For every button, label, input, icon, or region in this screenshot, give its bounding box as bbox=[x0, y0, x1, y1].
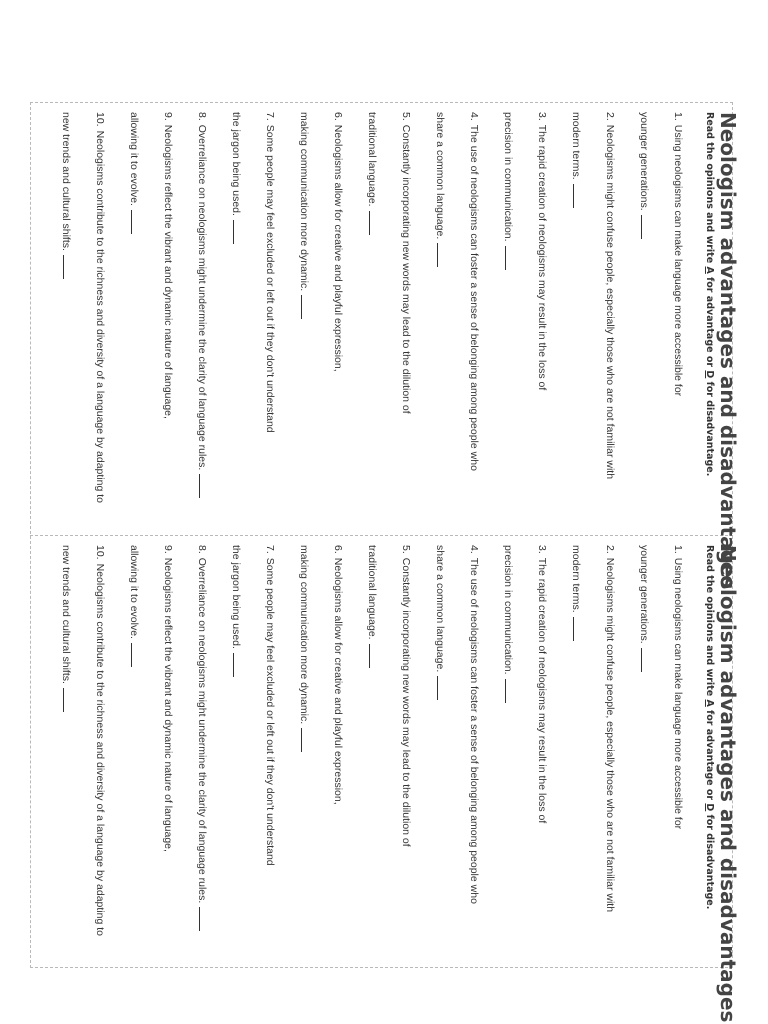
opinion-item bbox=[389, 112, 423, 522]
opinion-item-continued bbox=[287, 112, 321, 522]
opinion-item bbox=[593, 112, 627, 522]
opinion-text: Neologisms contribute to the richness and diversity of a language by adapting to bbox=[94, 130, 106, 504]
opinion-item bbox=[525, 112, 559, 522]
opinion-text: new trends and cultural shifts. bbox=[60, 545, 72, 684]
opinion-item-continued bbox=[355, 545, 389, 955]
answer-blank[interactable] bbox=[199, 907, 210, 931]
opinion-number: 4. bbox=[468, 545, 480, 554]
answer-blank[interactable] bbox=[369, 211, 380, 235]
opinion-text: younger generations. bbox=[638, 112, 650, 211]
opinion-text: precision in communication. bbox=[502, 112, 514, 242]
opinion-number: 5. bbox=[400, 545, 412, 554]
opinion-text: allowing it to evolve. bbox=[128, 112, 140, 206]
opinion-number: 2. bbox=[604, 112, 616, 121]
opinion-text: younger generations. bbox=[638, 545, 650, 644]
answer-blank[interactable] bbox=[131, 210, 142, 234]
answer-blank[interactable] bbox=[641, 648, 652, 672]
opinion-number: 10. bbox=[94, 112, 106, 127]
opinion-text: Neologisms reflect the vibrant and dynamic nature of language, bbox=[162, 557, 174, 852]
opinion-text: making communication more dynamic. bbox=[298, 112, 310, 292]
opinion-item-continued bbox=[49, 545, 83, 955]
worksheet-instructions: Read the opinions and write A for advantage or D for disadvantage. bbox=[704, 112, 715, 477]
opinion-item bbox=[253, 545, 287, 955]
opinion-text: traditional language. bbox=[366, 545, 378, 640]
opinion-text: Using neologisms can make language more accessible for bbox=[672, 124, 684, 397]
opinion-list bbox=[49, 545, 695, 955]
opinion-item-continued bbox=[117, 545, 151, 955]
worksheet-title: Neologism advantages and disadvantages bbox=[716, 112, 740, 590]
answer-blank[interactable] bbox=[233, 653, 244, 677]
opinion-item bbox=[321, 112, 355, 522]
opinion-item bbox=[151, 112, 185, 522]
opinion-number: 6. bbox=[332, 545, 344, 554]
opinion-item bbox=[83, 112, 117, 522]
answer-blank[interactable] bbox=[505, 246, 516, 270]
opinion-text: The use of neologisms can foster a sense of belonging among people who bbox=[468, 124, 480, 471]
opinion-text: Neologisms contribute to the richness and diversity of a language by adapting to bbox=[94, 563, 106, 937]
opinion-number: 3. bbox=[536, 112, 548, 121]
opinion-item-continued bbox=[627, 545, 661, 955]
opinion-text: Some people may feel excluded or left out if they don't understand bbox=[264, 557, 276, 866]
opinion-item-continued bbox=[559, 545, 593, 955]
opinion-item bbox=[83, 545, 117, 955]
opinion-text: Neologisms reflect the vibrant and dynamic nature of language, bbox=[162, 124, 174, 419]
opinion-item-continued bbox=[219, 112, 253, 522]
opinion-item bbox=[389, 545, 423, 955]
opinion-number: 7. bbox=[264, 112, 276, 121]
answer-blank[interactable] bbox=[301, 295, 312, 319]
opinion-number: 5. bbox=[400, 112, 412, 121]
answer-blank[interactable] bbox=[369, 644, 380, 668]
opinion-text: Neologisms might confuse people, especially those who are not familiar with bbox=[604, 124, 616, 480]
answer-blank[interactable] bbox=[233, 220, 244, 244]
opinion-item-continued bbox=[287, 545, 321, 955]
opinion-item bbox=[185, 545, 219, 955]
opinion-number: 8. bbox=[196, 545, 208, 554]
opinion-list bbox=[49, 112, 695, 522]
opinion-item-continued bbox=[491, 545, 525, 955]
opinion-item bbox=[525, 545, 559, 955]
opinion-item-continued bbox=[559, 112, 593, 522]
opinion-number: 1. bbox=[672, 545, 684, 554]
opinion-text: The rapid creation of neologisms may result in the loss of bbox=[536, 124, 548, 391]
opinion-item bbox=[321, 545, 355, 955]
answer-blank[interactable] bbox=[505, 679, 516, 703]
opinion-item-continued bbox=[423, 545, 457, 955]
opinion-text: Constantly incorporating new words may lead to the dilution of bbox=[400, 124, 412, 414]
worksheet-copy-top bbox=[40, 112, 740, 590]
opinion-item-continued bbox=[627, 112, 661, 522]
worksheet-instructions: Read the opinions and write A for advantage or D for disadvantage. bbox=[704, 545, 715, 910]
opinion-number: 10. bbox=[94, 545, 106, 560]
answer-blank[interactable] bbox=[131, 643, 142, 667]
opinion-text: the jargon being used. bbox=[230, 112, 242, 216]
opinion-item-continued bbox=[491, 112, 525, 522]
opinion-text: traditional language. bbox=[366, 112, 378, 207]
opinion-text: The rapid creation of neologisms may result in the loss of bbox=[536, 557, 548, 824]
opinion-text: share a common language. bbox=[434, 112, 446, 240]
opinion-number: 7. bbox=[264, 545, 276, 554]
opinion-text: Constantly incorporating new words may lead to the dilution of bbox=[400, 557, 412, 847]
answer-blank[interactable] bbox=[63, 255, 74, 279]
opinion-text: making communication more dynamic. bbox=[298, 545, 310, 725]
opinion-number: 1. bbox=[672, 112, 684, 121]
opinion-item bbox=[253, 112, 287, 522]
answer-blank[interactable] bbox=[641, 215, 652, 239]
answer-blank[interactable] bbox=[573, 617, 584, 641]
answer-blank[interactable] bbox=[199, 474, 210, 498]
opinion-item bbox=[185, 112, 219, 522]
answer-blank[interactable] bbox=[63, 688, 74, 712]
opinion-text: Overreliance on neologisms might undermine the clarity of language rules. bbox=[196, 124, 208, 471]
opinion-text: The use of neologisms can foster a sense of belonging among people who bbox=[468, 557, 480, 904]
opinion-item-continued bbox=[117, 112, 151, 522]
worksheet-copy-bottom bbox=[40, 545, 740, 1023]
opinion-text: precision in communication. bbox=[502, 545, 514, 675]
worksheet-title: Neologism advantages and disadvantages bbox=[716, 545, 740, 1023]
opinion-item bbox=[661, 112, 695, 522]
opinion-text: allowing it to evolve. bbox=[128, 545, 140, 639]
opinion-item bbox=[457, 545, 491, 955]
opinion-item bbox=[661, 545, 695, 955]
opinion-text: Neologisms allow for creative and playful expression, bbox=[332, 124, 344, 372]
opinion-text: modern terms. bbox=[570, 112, 582, 180]
answer-blank[interactable] bbox=[437, 243, 448, 267]
opinion-item-continued bbox=[355, 112, 389, 522]
opinion-item bbox=[151, 545, 185, 955]
opinion-number: 4. bbox=[468, 112, 480, 121]
opinion-text: new trends and cultural shifts. bbox=[60, 112, 72, 251]
opinion-number: 8. bbox=[196, 112, 208, 121]
opinion-number: 9. bbox=[162, 545, 174, 554]
opinion-text: the jargon being used. bbox=[230, 545, 242, 649]
opinion-item bbox=[593, 545, 627, 955]
answer-blank[interactable] bbox=[573, 184, 584, 208]
opinion-text: Neologisms might confuse people, especially those who are not familiar with bbox=[604, 557, 616, 913]
answer-blank[interactable] bbox=[437, 676, 448, 700]
opinion-item bbox=[457, 112, 491, 522]
opinion-text: Using neologisms can make language more accessible for bbox=[672, 557, 684, 830]
opinion-text: Some people may feel excluded or left out if they don't understand bbox=[264, 124, 276, 433]
opinion-item-continued bbox=[219, 545, 253, 955]
opinion-text: share a common language. bbox=[434, 545, 446, 673]
opinion-text: Overreliance on neologisms might undermine the clarity of language rules. bbox=[196, 557, 208, 904]
opinion-number: 3. bbox=[536, 545, 548, 554]
answer-blank[interactable] bbox=[301, 728, 312, 752]
opinion-item-continued bbox=[49, 112, 83, 522]
opinion-item-continued bbox=[423, 112, 457, 522]
cut-divider bbox=[30, 535, 733, 536]
opinion-text: Neologisms allow for creative and playful expression, bbox=[332, 557, 344, 805]
opinion-number: 6. bbox=[332, 112, 344, 121]
opinion-number: 2. bbox=[604, 545, 616, 554]
opinion-text: modern terms. bbox=[570, 545, 582, 613]
opinion-number: 9. bbox=[162, 112, 174, 121]
